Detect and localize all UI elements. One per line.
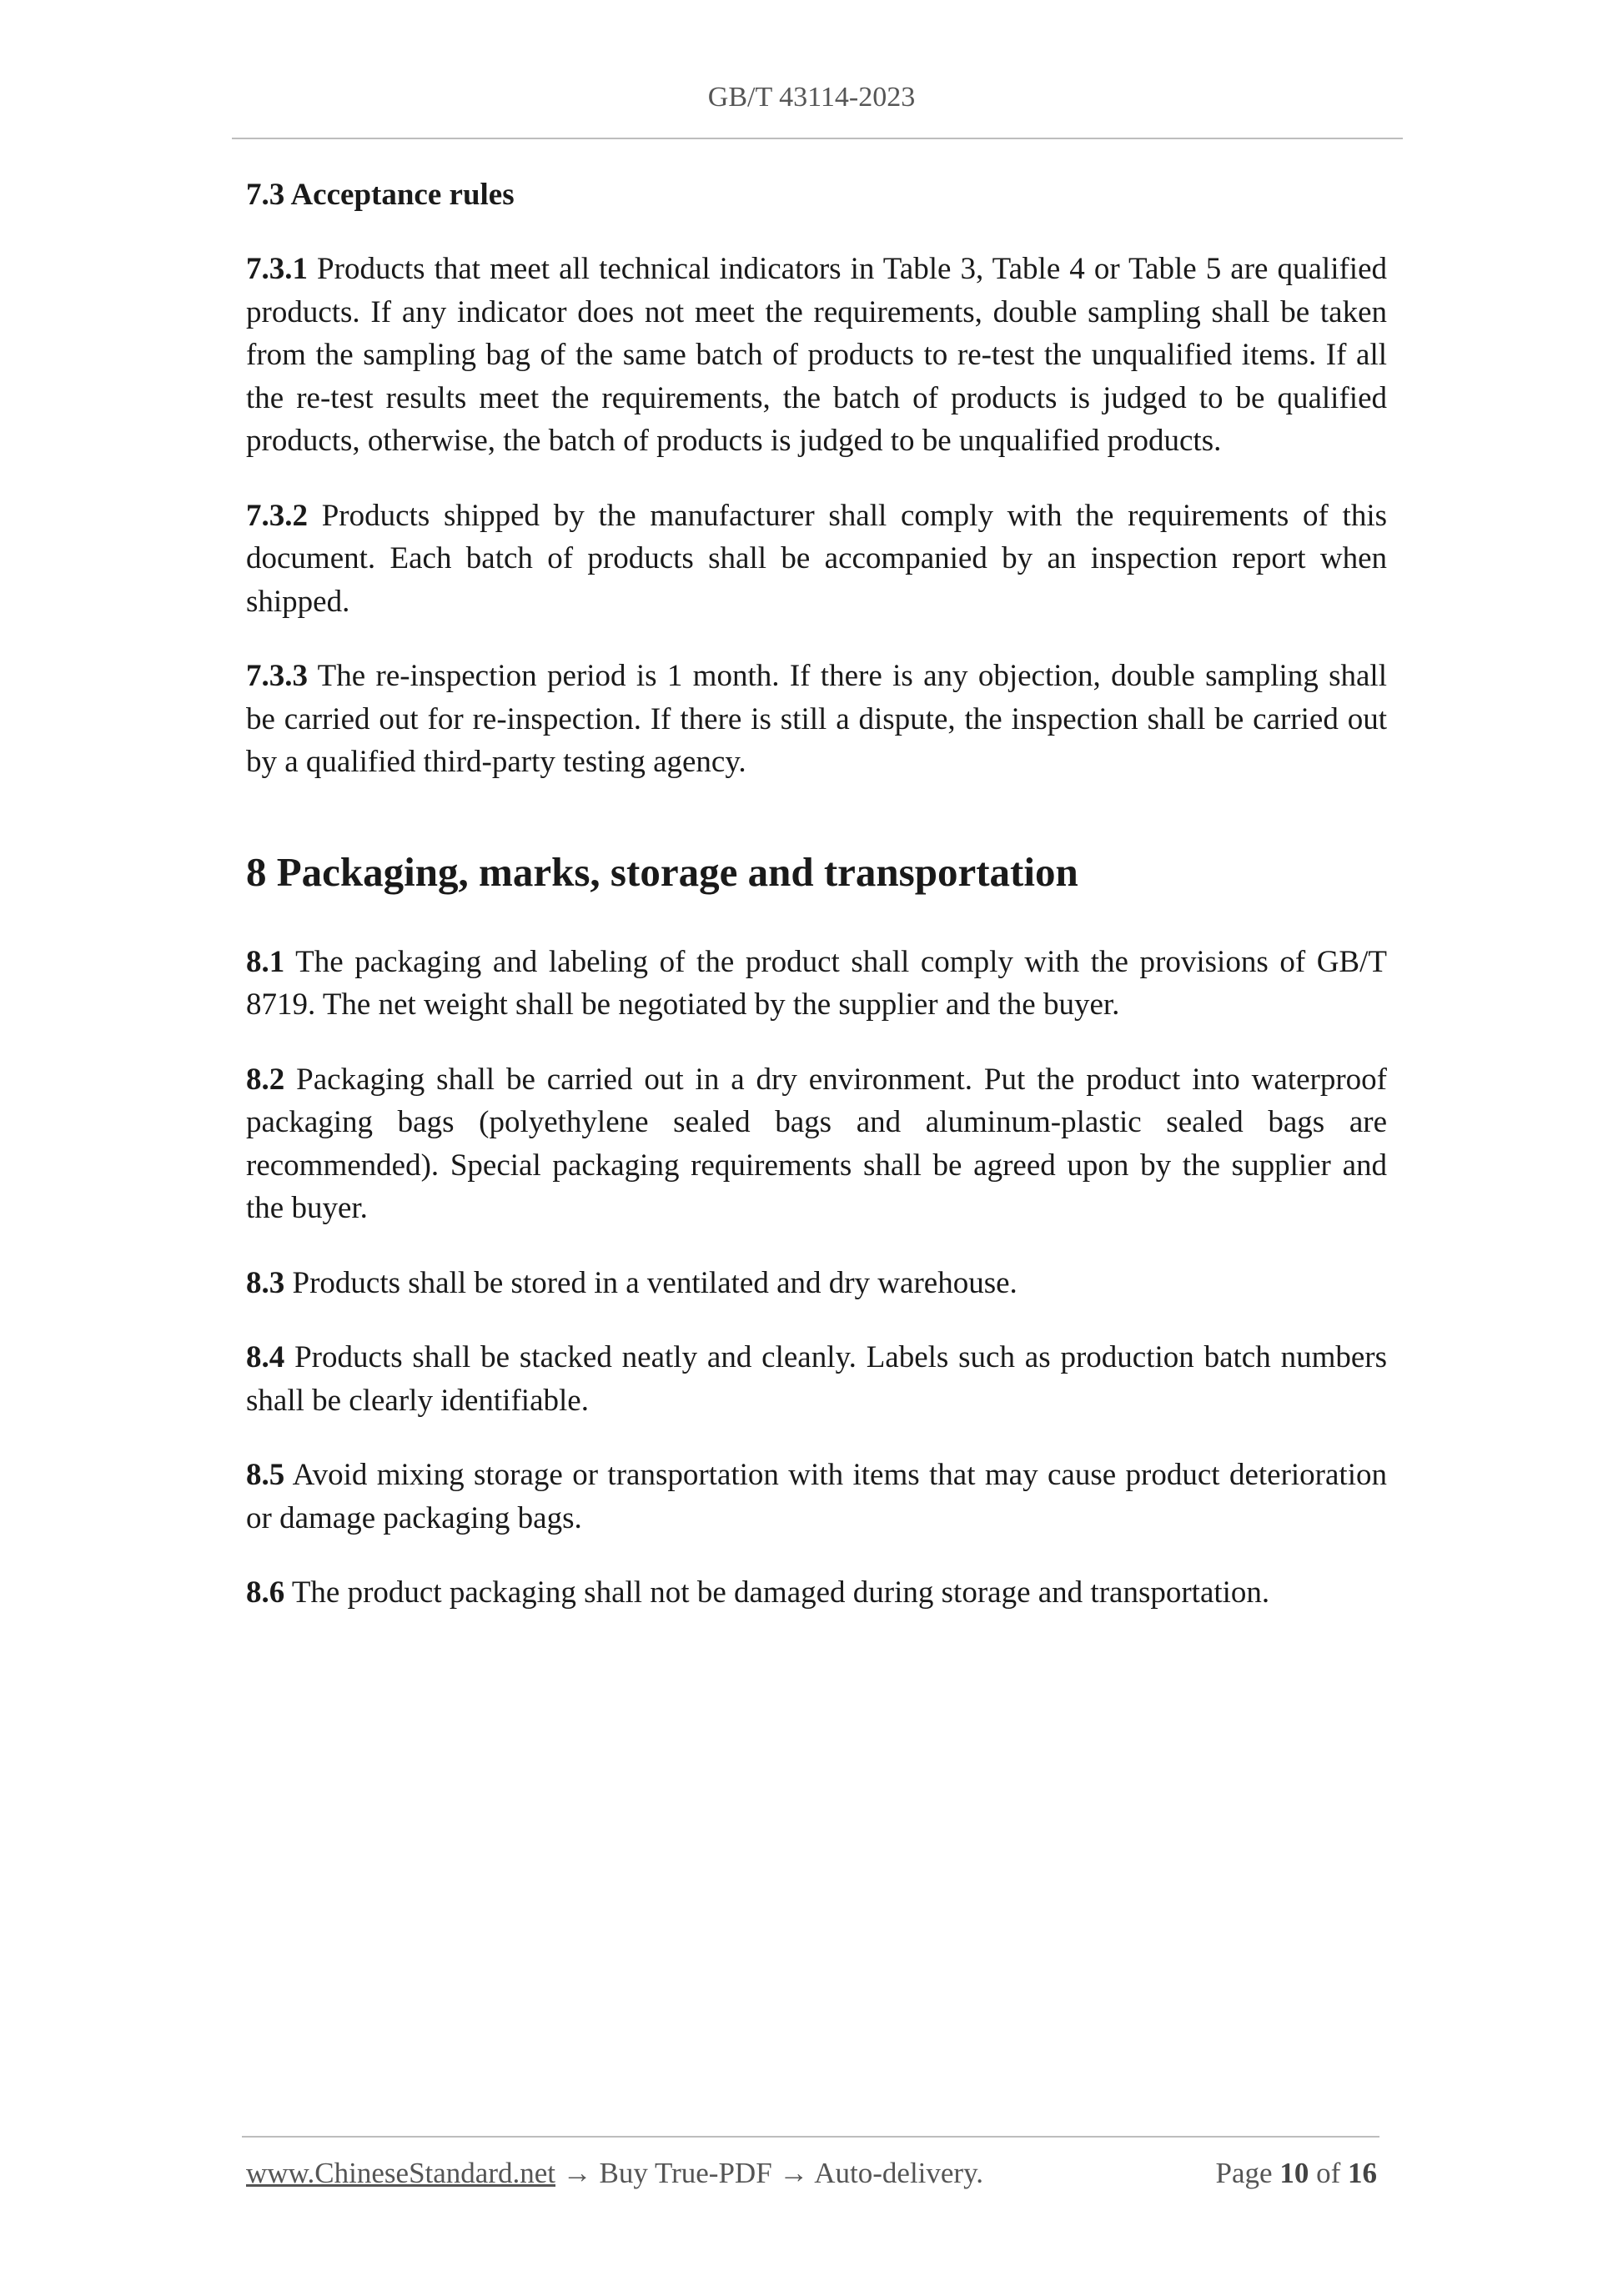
page-content [246, 173, 1387, 1646]
clause-7-3-2 [246, 495, 1387, 624]
page-footer [246, 2157, 1377, 2198]
page-current: 10 [1279, 2157, 1309, 2189]
clause-8-5 [246, 1454, 1387, 1540]
clause-text: The packaging and labeling of the product shall comply with the provisions of GB/T 8719. The net weight shall be negotiated by the supplier and the buyer. [246, 944, 1387, 1022]
clause-text: The re-inspection period is 1 month. If there is any objection, double sampling shall be carried out for re-inspection. If there is still a dispute, the inspection shall be carried out by a qualified third-party testing agency. [246, 659, 1387, 779]
clause-8-4 [246, 1336, 1387, 1422]
clause-number: 8.3 [246, 1265, 285, 1300]
buy-pdf-text: Buy True-PDF [599, 2157, 772, 2189]
clause-text: Products shall be stored in a ventilated and dry warehouse. [284, 1265, 1018, 1300]
arrow-right-icon: → [555, 2157, 600, 2189]
arrow-right-icon: → [771, 2157, 815, 2189]
clause-text: The product packaging shall not be damaged during storage and transportation. [284, 1575, 1270, 1610]
heading-packaging-section: 8 Packaging, marks, storage and transportation [246, 848, 1078, 895]
clause-text: Avoid mixing storage or transportation with items that may cause product deterioration or damage packaging bags. [246, 1458, 1387, 1535]
page-number [1216, 2157, 1377, 2190]
clause-text: Packaging shall be carried out in a dry environment. Put the product into waterproof packaging bags (polyethylene sealed bags and aluminum-plastic sealed bags are recommended). Special packaging requirements shall be agreed upon by the supplier and the buyer. [246, 1062, 1387, 1225]
clause-8-3 [246, 1262, 1387, 1305]
footer-divider [242, 2136, 1379, 2138]
heading-acceptance-rules: 7.3 Acceptance rules [246, 178, 515, 212]
clause-number: 8.2 [246, 1062, 285, 1097]
document-header-id: GB/T 43114-2023 [707, 82, 916, 113]
clause-number: 8.5 [246, 1458, 285, 1492]
clause-7-3-1 [246, 248, 1387, 463]
clause-number: 7.3.2 [246, 498, 308, 533]
clause-number: 8.6 [246, 1575, 285, 1610]
header-divider [232, 138, 1403, 139]
clause-number: 7.3.3 [246, 659, 308, 693]
clause-number: 8.4 [246, 1340, 285, 1374]
page-total: 16 [1348, 2157, 1377, 2189]
page-of-label: of [1316, 2157, 1341, 2189]
clause-8-2 [246, 1058, 1387, 1230]
clause-number: 8.1 [246, 944, 285, 979]
clause-8-1 [246, 941, 1387, 1027]
site-link[interactable]: www.ChineseStandard.net [246, 2157, 555, 2189]
clause-7-3-3 [246, 655, 1387, 784]
auto-delivery-text: Auto-delivery. [814, 2157, 984, 2189]
footer-promo [246, 2157, 983, 2190]
clause-text: Products shall be stacked neatly and cleanly. Labels such as production batch numbers shall be clearly identifiable. [246, 1340, 1387, 1418]
clause-text: Products that meet all technical indicators in Table 3, Table 4 or Table 5 are qualified products. If any indicator does not meet the requirements, double sampling shall be taken from the sampling bag of the same batch of products to re-test the unqualified items. If all the re-test results meet the requirements, the batch of products is judged to be qualified products, otherwise, the batch of products is judged to be unqualified products. [246, 252, 1387, 458]
clause-number: 7.3.1 [246, 252, 308, 286]
clause-text: Products shipped by the manufacturer shall comply with the requirements of this document. Each batch of products shall be accompanied by an inspection report when shipped. [246, 498, 1387, 619]
page-label: Page [1215, 2157, 1273, 2189]
clause-8-6 [246, 1571, 1387, 1615]
